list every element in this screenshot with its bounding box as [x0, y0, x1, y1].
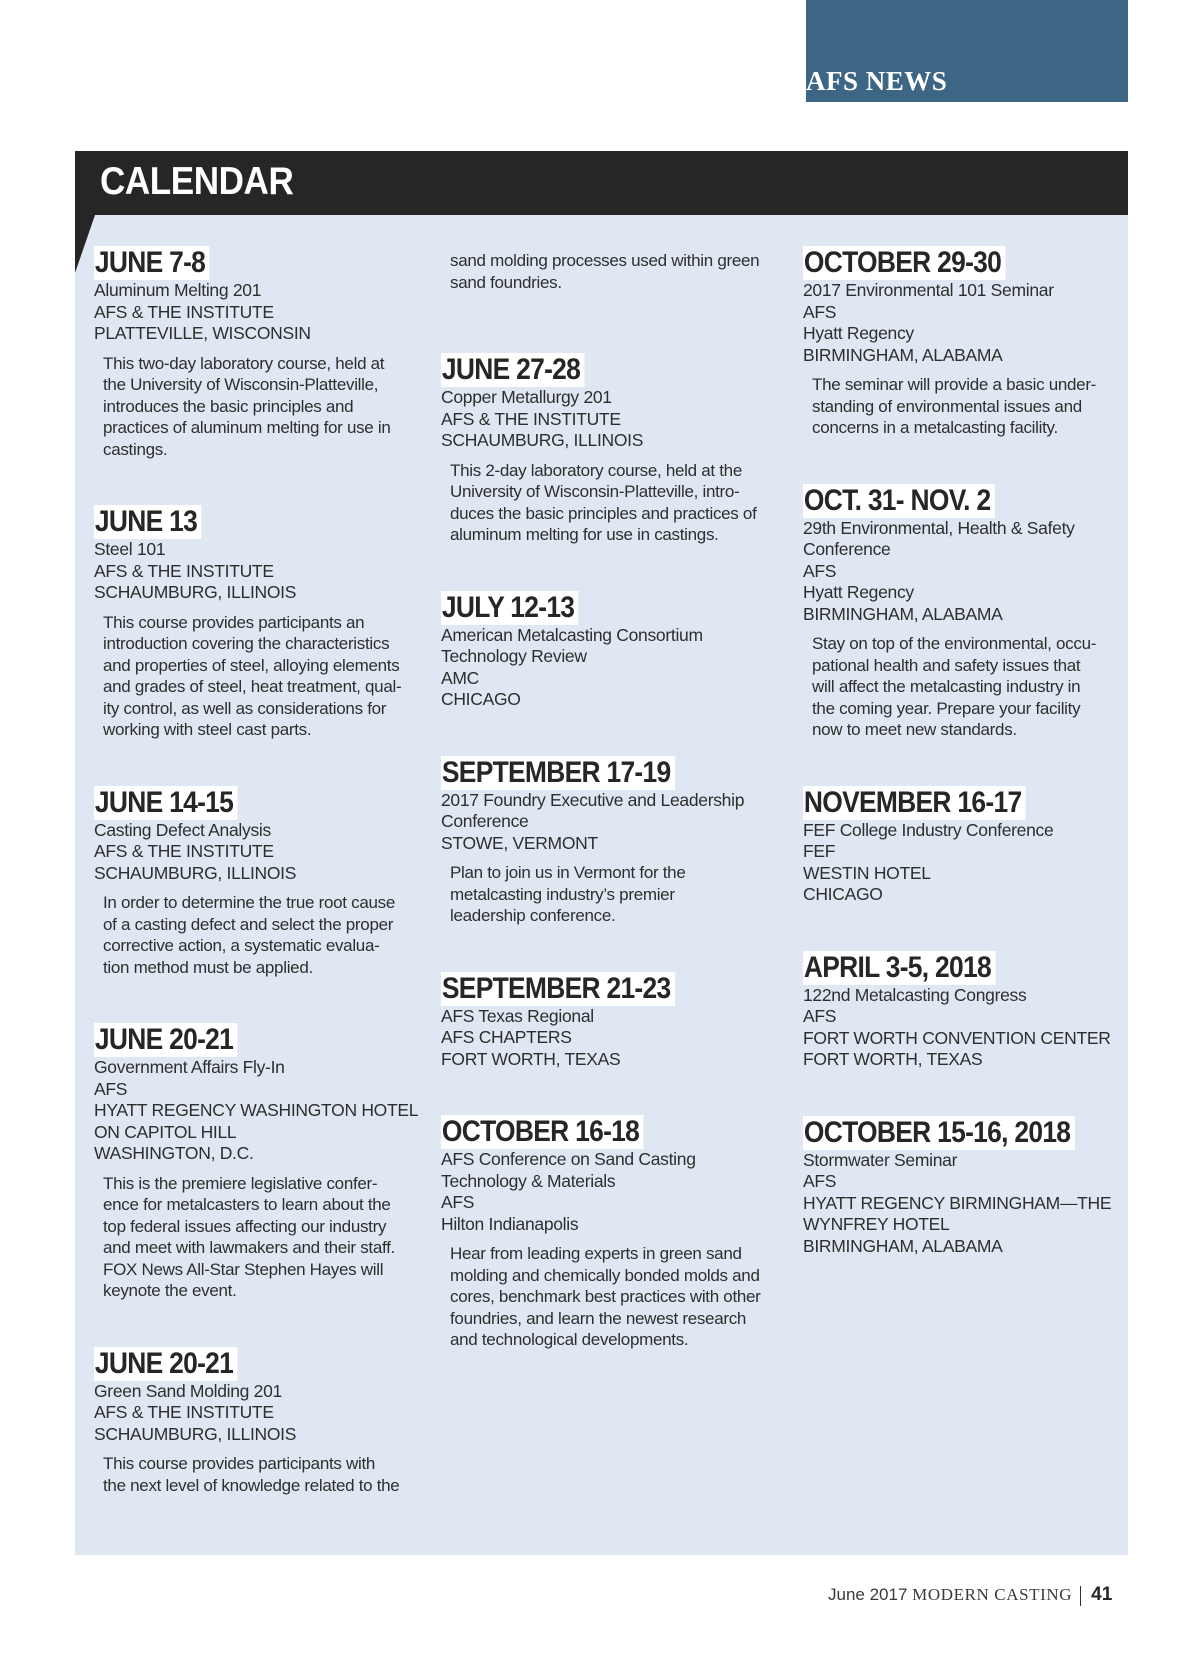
- event-detail-line: AFS: [803, 560, 837, 581]
- event-detail-line: AFS Texas Regional: [441, 1005, 594, 1026]
- event-date: JUNE 14-15: [94, 786, 238, 820]
- calendar-event: [803, 786, 1133, 906]
- calendar-column-1: [94, 246, 424, 1541]
- event-detail-line: Aluminum Melting 201: [94, 280, 262, 300]
- event-description: This course provides participants with the next level of knowledge related to the: [103, 1454, 400, 1495]
- event-description: Hear from leading experts in green sand molding and chemically bonded molds and cores, benchmark best practices with other foundries, and learn the newest research and technological developments.: [450, 1244, 761, 1349]
- event-detail-line: Technology & Materials: [441, 1170, 616, 1191]
- page-footer: [828, 1584, 1128, 1606]
- event-date: OCT. 31- NOV. 2: [803, 484, 995, 518]
- event-detail-line: FEF College Industry Conference: [803, 819, 1054, 840]
- event-detail-line: AMC: [441, 667, 479, 688]
- footer-magazine: MODERN CASTING: [912, 1585, 1073, 1604]
- event-date: APRIL 3-5, 2018: [803, 951, 995, 985]
- event-detail-line: AFS & THE INSTITUTE: [441, 408, 621, 429]
- event-description: This two-day laboratory course, held at the University of Wisconsin-Platteville, introduces the basic principles and practices of aluminum melting for use in castings.: [103, 353, 391, 459]
- event-detail-line: AFS & THE INSTITUTE: [94, 841, 274, 861]
- calendar-event: [94, 505, 424, 741]
- event-detail-line: SCHAUMBURG, ILLINOIS: [94, 582, 297, 602]
- event-detail-line: SCHAUMBURG, ILLINOIS: [441, 430, 644, 450]
- calendar-event: [94, 1347, 424, 1497]
- event-date: OCTOBER 16-18: [441, 1115, 644, 1149]
- event-description: Plan to join us in Vermont for the metalcasting industry’s premier leadership conference.: [450, 863, 686, 925]
- event-detail-line: 122nd Metalcasting Congress: [803, 984, 1027, 1005]
- event-date: JUNE 7-8: [94, 246, 210, 280]
- event-detail-line: BIRMINGHAM, ALABAMA: [803, 1235, 1003, 1256]
- event-detail-line: Steel 101: [94, 539, 166, 559]
- event-detail-line: ON CAPITOL HILL: [94, 1121, 237, 1142]
- event-detail-line: FORT WORTH, TEXAS: [441, 1048, 621, 1069]
- page-title: CALENDAR: [100, 160, 294, 203]
- event-detail-line: Casting Defect Analysis: [94, 819, 271, 840]
- event-date: OCTOBER 29-30: [803, 246, 1006, 280]
- event-detail-line: 29th Environmental, Health & Safety: [803, 517, 1075, 538]
- event-detail-line: 2017 Environmental 101 Seminar: [803, 280, 1054, 300]
- event-description: The seminar will provide a basic under- standing of environmental issues and concerns in a metalcasting facility.: [812, 375, 1097, 437]
- event-description: This course provides participants an introduction covering the characteristics and properties of steel, alloying elements and grades of steel, heat treatment, qual- ity control, as well as considerations for working with steel cast parts.: [103, 612, 402, 739]
- event-detail-line: BIRMINGHAM, ALABAMA: [803, 344, 1003, 365]
- calendar-event: [803, 246, 1133, 439]
- event-detail-line: 2017 Foundry Executive and Leadership: [441, 789, 745, 810]
- event-date: JUNE 27-28: [441, 353, 585, 387]
- event-detail-line: HYATT REGENCY BIRMINGHAM—THE: [803, 1192, 1112, 1213]
- page-number: 41: [1091, 1584, 1113, 1605]
- event-detail-line: CHICAGO: [803, 884, 883, 904]
- event-date: JUNE 20-21: [94, 1347, 238, 1381]
- event-detail-line: WESTIN HOTEL: [803, 862, 931, 883]
- event-detail-line: AFS: [94, 1078, 128, 1099]
- event-detail-line: SCHAUMBURG, ILLINOIS: [94, 862, 297, 883]
- event-detail-line: AFS: [803, 1006, 837, 1026]
- footer-month: June 2017: [828, 1585, 908, 1604]
- event-description: sand molding processes used within green sand foundries.: [450, 251, 760, 292]
- calendar-event: [441, 972, 771, 1071]
- event-detail-line: PLATTEVILLE, WISCONSIN: [94, 323, 311, 343]
- event-detail-line: STOWE, VERMONT: [441, 832, 598, 853]
- event-date: JULY 12-13: [441, 591, 579, 625]
- event-detail-line: AFS & THE INSTITUTE: [94, 1402, 274, 1422]
- event-detail-line: BIRMINGHAM, ALABAMA: [803, 603, 1003, 624]
- calendar-event: [441, 1115, 771, 1351]
- event-detail-line: AFS & THE INSTITUTE: [94, 560, 274, 581]
- calendar-event: [441, 756, 771, 927]
- continued-event-text: [441, 250, 771, 293]
- event-detail-line: CHICAGO: [441, 689, 521, 709]
- event-detail-line: AFS CHAPTERS: [441, 1027, 572, 1047]
- event-detail-line: FORT WORTH CONVENTION CENTER: [803, 1027, 1111, 1048]
- event-detail-line: AFS: [803, 301, 837, 322]
- event-detail-line: HYATT REGENCY WASHINGTON HOTEL: [94, 1100, 419, 1120]
- event-detail-line: AFS: [441, 1192, 475, 1212]
- event-detail-line: Green Sand Molding 201: [94, 1380, 282, 1401]
- event-date: SEPTEMBER 17-19: [441, 756, 675, 790]
- calendar-event: [803, 484, 1133, 741]
- event-description: Stay on top of the environmental, occu- pational health and safety issues that will affect the metalcasting industry in the coming year. Prepare your facility now to meet new standards.: [812, 634, 1097, 739]
- event-detail-line: Technology Review: [441, 646, 587, 666]
- event-detail-line: AFS & THE INSTITUTE: [94, 301, 274, 322]
- event-detail-line: Copper Metallurgy 201: [441, 387, 612, 407]
- event-detail-line: AFS: [803, 1171, 837, 1191]
- event-date: NOVEMBER 16-17: [803, 786, 1026, 820]
- section-label: AFS NEWS: [806, 66, 948, 96]
- event-detail-line: Hilton Indianapolis: [441, 1213, 579, 1234]
- calendar-column-3: [803, 246, 1133, 1302]
- footer-divider: [1080, 1586, 1081, 1606]
- event-detail-line: Conference: [441, 811, 529, 831]
- event-detail-line: Conference: [803, 539, 891, 559]
- calendar-column-2: [441, 250, 771, 1396]
- calendar-event: [803, 951, 1133, 1071]
- event-detail-line: SCHAUMBURG, ILLINOIS: [94, 1423, 297, 1444]
- event-description: This 2-day laboratory course, held at the University of Wisconsin-Platteville, intro- duces the basic principles and practices of aluminum melting for use in castings.: [450, 460, 757, 544]
- event-detail-line: WYNFREY HOTEL: [803, 1214, 950, 1234]
- event-date: JUNE 13: [94, 505, 201, 539]
- event-description: In order to determine the true root cause of a casting defect and select the proper corrective action, a systematic evalua- tion method must be applied.: [103, 893, 395, 977]
- event-detail-line: Stormwater Seminar: [803, 1149, 958, 1170]
- calendar-event: [94, 1023, 424, 1302]
- event-detail-line: Hyatt Regency: [803, 582, 914, 602]
- calendar-event: [803, 1116, 1133, 1258]
- calendar-event: [94, 246, 424, 460]
- event-detail-line: Hyatt Regency: [803, 323, 914, 343]
- corner-fold-decoration: [75, 215, 95, 273]
- calendar-event: [441, 353, 771, 546]
- event-detail-line: FEF: [803, 841, 836, 861]
- event-date: OCTOBER 15-16, 2018: [803, 1116, 1075, 1150]
- event-detail-line: FORT WORTH, TEXAS: [803, 1049, 983, 1069]
- event-detail-line: AFS Conference on Sand Casting: [441, 1149, 696, 1169]
- event-detail-line: Government Affairs Fly-In: [94, 1057, 285, 1077]
- calendar-event: [94, 786, 424, 979]
- event-detail-line: WASHINGTON, D.C.: [94, 1143, 254, 1163]
- event-date: SEPTEMBER 21-23: [441, 972, 675, 1006]
- event-date: JUNE 20-21: [94, 1023, 238, 1057]
- calendar-event: [441, 591, 771, 711]
- event-detail-line: American Metalcasting Consortium: [441, 624, 703, 645]
- event-description: This is the premiere legislative confer- ence for metalcasters to learn about the top federal issues affecting our industry and meet with lawmakers and their staff. FOX News All-Star Stephen Hayes will keynote the event.: [103, 1173, 395, 1300]
